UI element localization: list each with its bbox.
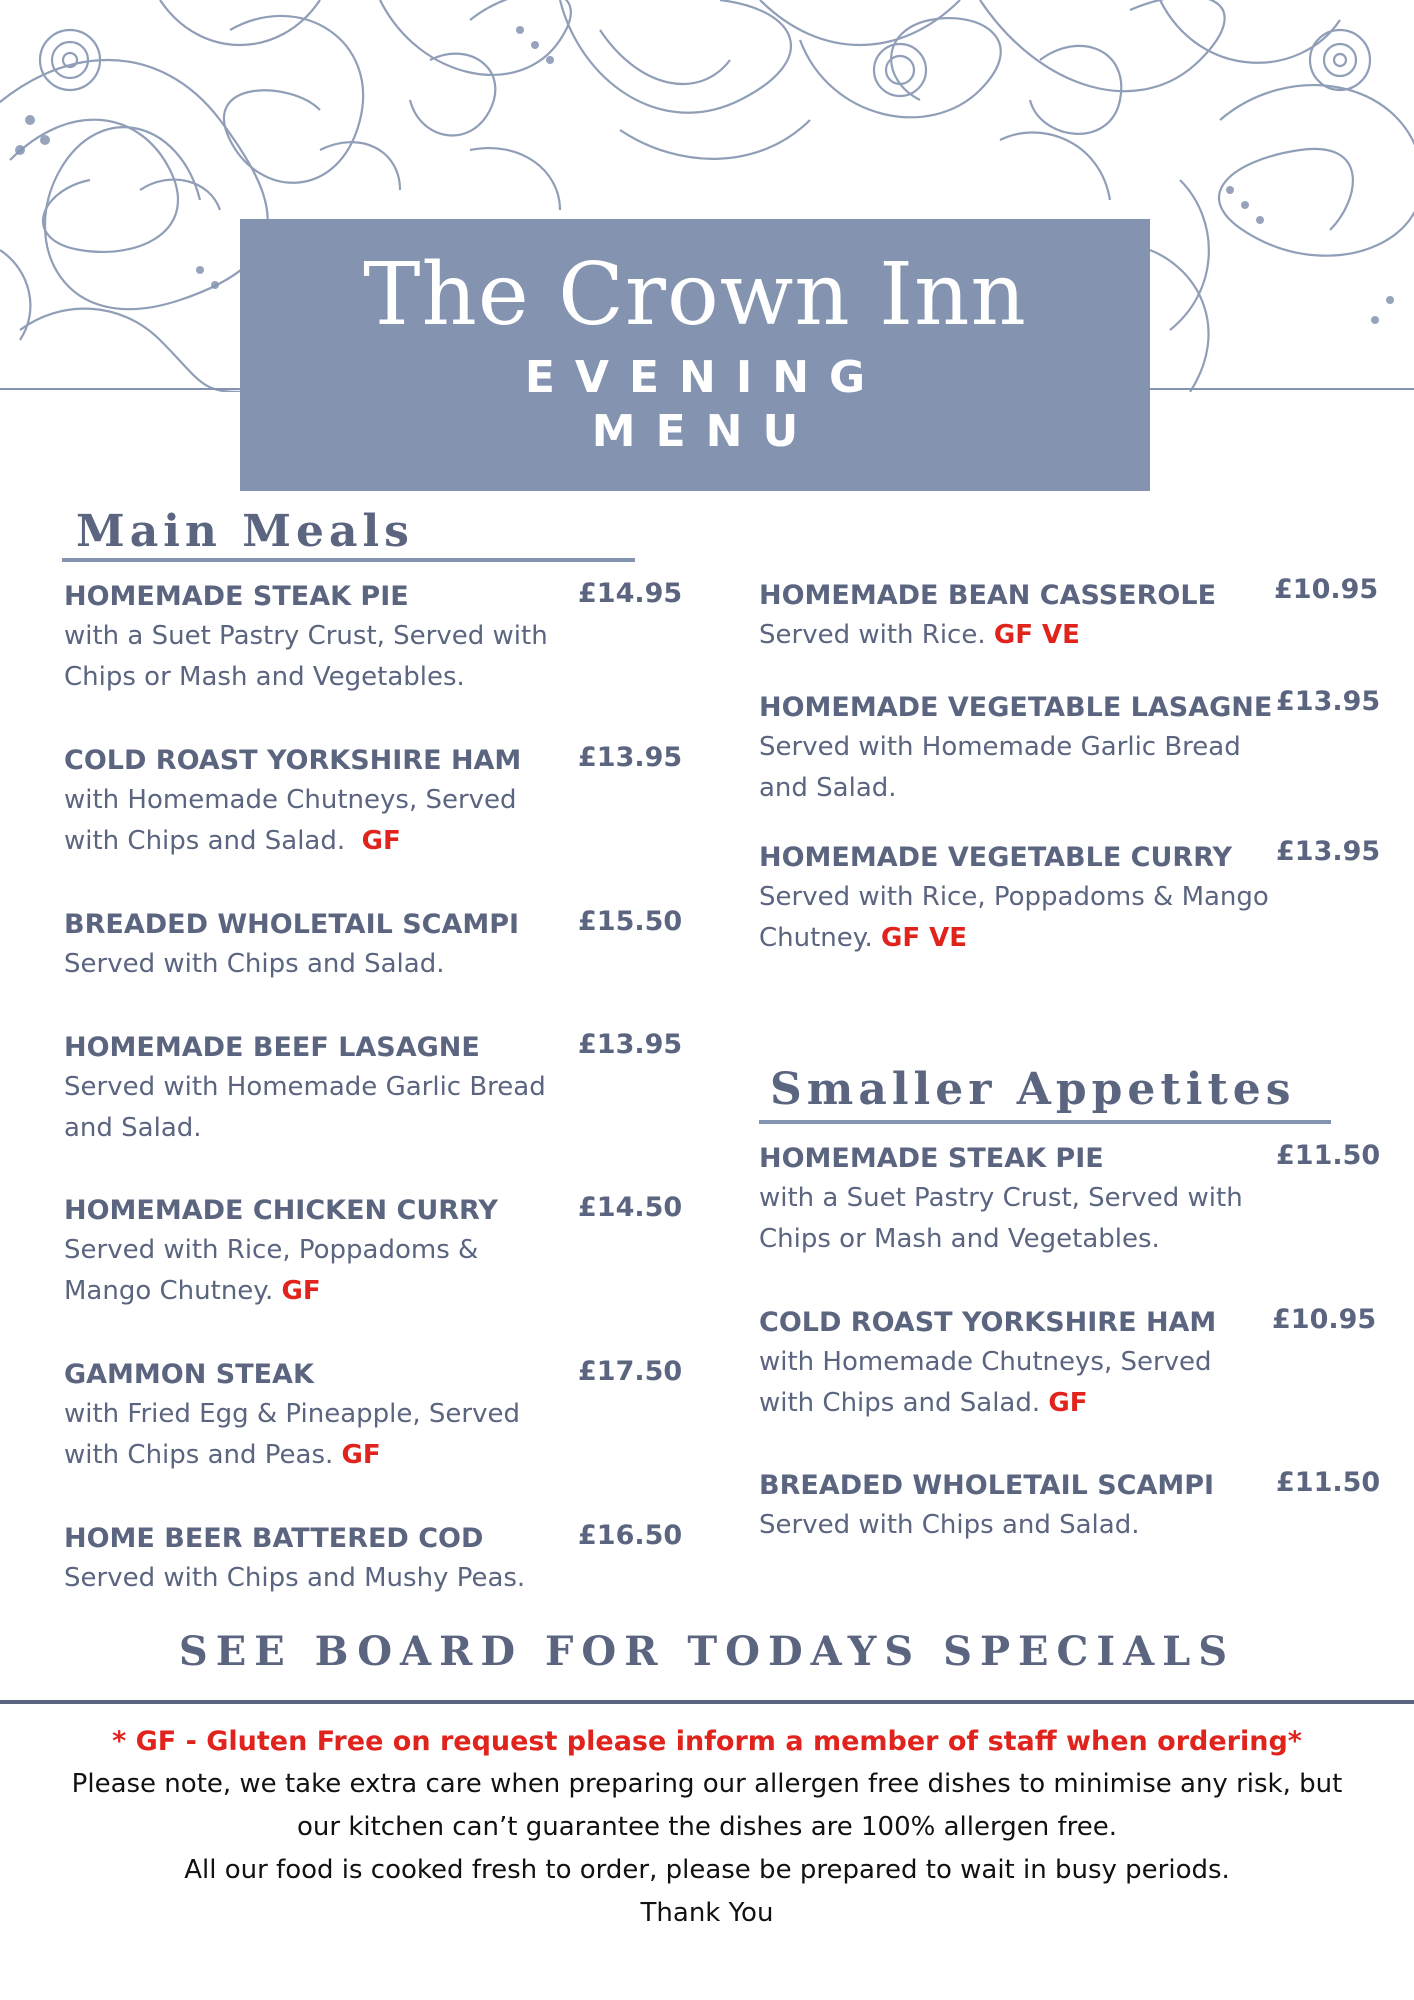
item-desc-line: Served with Homemade Garlic Bread: [64, 1072, 546, 1102]
item-price: £10.95: [1274, 574, 1379, 605]
menu-item: [759, 1140, 1243, 1260]
menu-item: [759, 577, 1216, 656]
item-desc-line: with a Suet Pastry Crust, Served with: [64, 621, 548, 651]
item-desc-line: Served with Chips and Mushy Peas.: [64, 1563, 526, 1593]
item-desc-line: [64, 821, 521, 862]
item-price: £13.95: [578, 1029, 683, 1060]
item-name: COLD ROAST YORKSHIRE HAM: [759, 1307, 1217, 1338]
item-name: HOMEMADE VEGETABLE LASAGNE: [759, 692, 1273, 723]
dietary-tag: GF: [1048, 1388, 1088, 1418]
item-desc-line: Served with Chips and Salad.: [759, 1510, 1140, 1540]
item-price: £13.95: [578, 742, 683, 773]
menu-item: [64, 1192, 498, 1312]
item-price: £17.50: [578, 1356, 683, 1387]
item-desc-text: Served with Rice.: [759, 620, 986, 650]
allergen-footer: [0, 1720, 1414, 1935]
menu-item: [64, 742, 521, 862]
menu-item: [759, 689, 1272, 809]
dietary-tag: GF: [281, 1276, 321, 1306]
menu-item: [64, 1029, 546, 1149]
item-desc-text: Mango Chutney.: [64, 1276, 274, 1306]
item-desc-line: Chips or Mash and Vegetables.: [64, 662, 465, 692]
item-name: GAMMON STEAK: [64, 1359, 314, 1390]
item-desc-text: with Chips and Salad.: [759, 1388, 1041, 1418]
item-desc-text: with Chips and Peas.: [64, 1440, 334, 1470]
item-desc-text: Chutney.: [759, 923, 873, 953]
item-price: £13.95: [1276, 686, 1381, 717]
item-name: COLD ROAST YORKSHIRE HAM: [64, 745, 522, 776]
menu-item: [759, 1304, 1216, 1424]
item-name: HOME BEER BATTERED COD: [64, 1523, 484, 1554]
item-desc-line: [759, 918, 1269, 959]
item-desc-line: and Salad.: [64, 1113, 202, 1143]
main-meals-heading: Main Meals: [76, 506, 414, 557]
menu-item: [64, 1356, 520, 1476]
dietary-tag: GF VE: [881, 923, 968, 953]
item-desc-line: with a Suet Pastry Crust, Served with: [759, 1183, 1243, 1213]
item-desc-line: [64, 1271, 498, 1312]
title-box: [240, 219, 1150, 491]
item-desc-line: [759, 615, 1216, 656]
item-name: HOMEMADE CHICKEN CURRY: [64, 1195, 498, 1226]
item-desc-line: Served with Homemade Garlic Bread: [759, 732, 1241, 762]
specials-notice: SEE BOARD FOR TODAYS SPECIALS: [178, 1628, 1236, 1675]
main-meals-rule: [62, 558, 635, 562]
item-name: HOMEMADE BEAN CASSEROLE: [759, 580, 1217, 611]
menu-subtitle-line2: MENU: [591, 406, 819, 457]
menu-item: [64, 906, 519, 985]
item-desc-text: with Chips and Salad.: [64, 826, 346, 856]
allergen-note-line: Please note, we take extra care when preparing our allergen free dishes to minimise any risk, but: [71, 1769, 1343, 1799]
item-name: HOMEMADE STEAK PIE: [759, 1143, 1104, 1174]
dietary-tag: GF: [341, 1440, 381, 1470]
item-name: HOMEMADE VEGETABLE CURRY: [759, 842, 1233, 873]
menu-item: [64, 578, 548, 698]
item-desc-line: with Homemade Chutneys, Served: [759, 1347, 1212, 1377]
cooking-note: All our food is cooked fresh to order, please be prepared to wait in busy periods.: [184, 1855, 1230, 1885]
item-price: £14.50: [578, 1192, 683, 1223]
dietary-tag: GF VE: [993, 620, 1080, 650]
item-price: £16.50: [578, 1520, 683, 1551]
item-name: HOMEMADE STEAK PIE: [64, 581, 409, 612]
smaller-appetites-heading: Smaller Appetites: [770, 1064, 1296, 1115]
footer-rule: [0, 1700, 1414, 1704]
dietary-tag: GF: [361, 826, 401, 856]
item-name: HOMEMADE BEEF LASAGNE: [64, 1032, 480, 1063]
item-desc-line: Served with Rice, Poppadoms & Mango: [759, 882, 1269, 912]
item-desc-line: and Salad.: [759, 773, 897, 803]
menu-subtitle-line1: EVENING: [524, 352, 886, 403]
menu-item: [759, 839, 1269, 959]
gluten-free-warning: * GF - Gluten Free on request please inform a member of staff when ordering*: [112, 1726, 1302, 1757]
allergen-note-line: our kitchen can’t guarantee the dishes are 100% allergen free.: [296, 1812, 1117, 1842]
item-price: £14.95: [578, 578, 683, 609]
thank-you: Thank You: [640, 1898, 774, 1928]
item-desc-line: Chips or Mash and Vegetables.: [759, 1224, 1160, 1254]
item-desc-line: Served with Rice, Poppadoms &: [64, 1235, 479, 1265]
item-name: BREADED WHOLETAIL SCAMPI: [759, 1470, 1215, 1501]
item-name: BREADED WHOLETAIL SCAMPI: [64, 909, 520, 940]
item-price: £13.95: [1276, 836, 1381, 867]
smaller-appetites-rule: [759, 1120, 1331, 1124]
item-price: £11.50: [1276, 1467, 1381, 1498]
menu-item: [759, 1467, 1214, 1546]
item-desc-line: [64, 1435, 520, 1476]
item-desc-line: [759, 1383, 1216, 1424]
item-desc-line: Served with Chips and Salad.: [64, 949, 445, 979]
item-desc-line: with Homemade Chutneys, Served: [64, 785, 517, 815]
item-price: £15.50: [578, 906, 683, 937]
item-price: £11.50: [1276, 1140, 1381, 1171]
item-price: £10.95: [1272, 1304, 1377, 1335]
item-desc-line: with Fried Egg & Pineapple, Served: [64, 1399, 520, 1429]
menu-item: [64, 1520, 525, 1599]
restaurant-title: The Crown Inn: [363, 245, 1027, 345]
